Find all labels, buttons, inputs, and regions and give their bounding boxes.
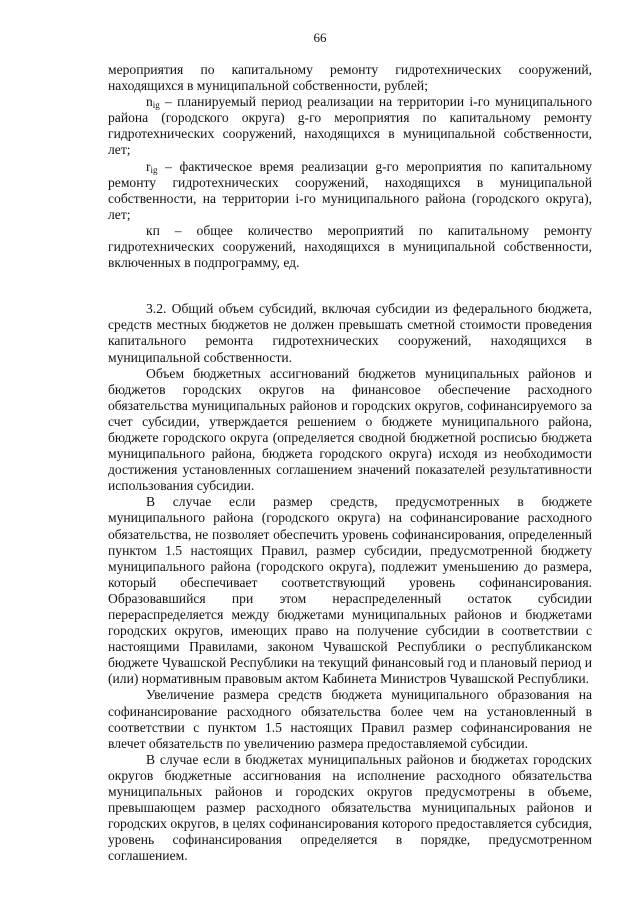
paragraph-increase: Увеличение размера средств бюджета муниципального образования на софинансирование расходного обязательства более чем на установленный в соответствии с пунктом 1.5 настоящих Правил размер софинансирования не влечет обязательств по увеличению размера предоставляемой субсидии. (108, 687, 592, 751)
symbol-r: r (146, 158, 151, 174)
symbol-n: n (146, 94, 153, 110)
section-gap (108, 271, 592, 301)
page-number: 66 (313, 30, 327, 45)
paragraph-kp: кп – общее количество мероприятий по капитальному ремонту гидротехнических сооружений, находящихся в муниципальной собственности, включенных в подпрограмму, ед. (108, 222, 592, 271)
paragraph-insufficient-funds: В случае если размер средств, предусмотренных в бюджете муниципального района (городского округа) на софинансирование расходного обязательства, не позволяет обеспечить уровень софинансирования, определенный пунктом 1.5 настоящих Правил, размер субсидии, предусмотренной бюджету муниципального района (городского округа), подлежит уменьшению до размера, который обеспечивает соответствующий уровень софинансирования. Образовавшийся при этом нераспределенный остаток субсидии перераспределяется между бюджетами муниципальных районов и бюджетами городских округов, имеющих право на получение субсидии в соответствии с настоящими Правилами, законом Чувашской Республики о республиканском бюджете Чувашской Республики на текущий финансовый год и плановый период и (или) нормативным правовым актом Кабинета Министров Чувашской Республики. (108, 494, 592, 687)
symbol-r-subscript: ig (150, 164, 158, 175)
symbol-n-subscript: ig (152, 100, 160, 111)
paragraph-continuation: мероприятия по капитальному ремонту гидротехнических сооружений, находящихся в муниципальной собственности, рублей; (108, 62, 592, 94)
definition-r-ig: – фактическое время реализации g-го мероприятия по капитальному ремонту гидротехнических сооружений, находящихся в муниципальной собственности, на территории i-го муниципального района (городского округа), лет; (108, 158, 592, 222)
document-body (108, 62, 592, 865)
definition-n-ig: – планируемый период реализации на территории i-го муниципального района (городского округа) g-го мероприятия по капитальному ремонту гидротехнических сооружений, находящихся в муниципальной собственности, лет; (108, 94, 592, 158)
paragraph-excess-allocation: В случае если в бюджетах муниципальных районов и бюджетах городских округов бюджетные ассигнования на исполнение расходного обязательства муниципальных районов и городских округов предусмотрены в объеме, превышающем размер расходного обязательства муниципальных районов и городских округов, в целях софинансирования которого предоставляется субсидия, уровень софинансирования определяется в порядке, предусмотренном соглашением. (108, 751, 592, 864)
paragraph-budget-volume: Объем бюджетных ассигнований бюджетов муниципальных районов и бюджетов городских округов на финансовое обеспечение расходного обязательства муниципальных районов и городских округов, софинансируемого за счет субсидии, утверждается решением о бюджете муниципального района, бюджете городского округа (определяется сводной бюджетной росписью бюджета муниципального района, бюджета городского округа) исходя из необходимости достижения установленных соглашением значений показателей результативности использования субсидии. (108, 365, 592, 494)
paragraph-n-ig (108, 94, 592, 158)
paragraph-r-ig (108, 159, 592, 223)
paragraph-3-2: 3.2. Общий объем субсидий, включая субсидии из федерального бюджета, средств местных бюджетов не должен превышать сметной стоимости проведения капитального ремонта гидротехнических сооружений, находящихся в муниципальной собственности. (108, 301, 592, 365)
